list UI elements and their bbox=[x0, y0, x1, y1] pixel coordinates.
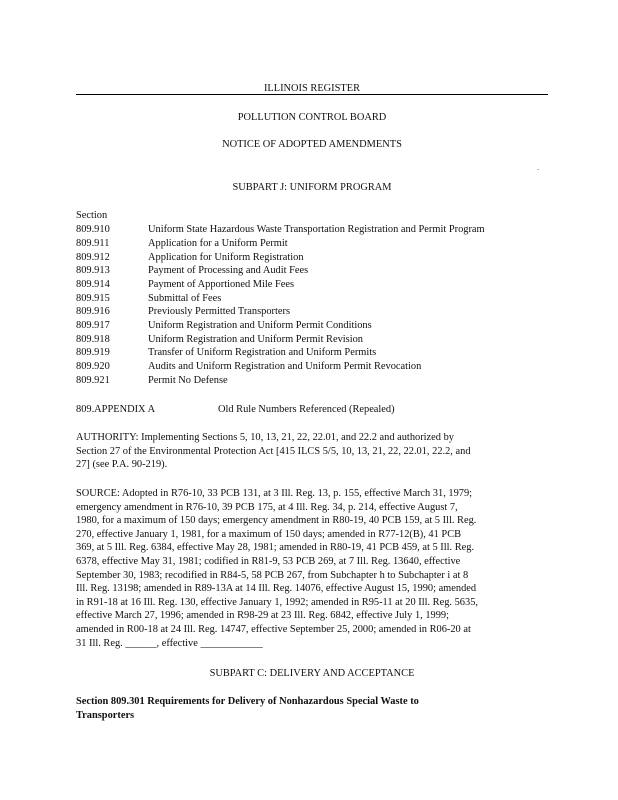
toc-section-number: 809.918 bbox=[76, 334, 110, 345]
toc-section-number: 809.920 bbox=[76, 361, 110, 372]
toc-section-number: 809.911 bbox=[76, 238, 110, 249]
authority-line: Section 27 of the Environmental Protection Act [415 ILCS 5/5, 10, 13, 21, 22, 22.01, 22.2, and bbox=[76, 445, 471, 457]
toc-section-title: Submittal of Fees bbox=[148, 293, 222, 304]
notice-title: NOTICE OF ADOPTED AMENDMENTS bbox=[222, 139, 402, 150]
subpart-j-heading: SUBPART J: UNIFORM PROGRAM bbox=[232, 182, 392, 193]
section-heading-line: Transporters bbox=[76, 709, 135, 721]
source-line: 369, at 5 Ill. Reg. 6384, effective May 28, 1981; amended in R80-19, 41 PCB 459, at 5 Ill. Reg. bbox=[76, 542, 475, 554]
toc-section-title: Application for a Uniform Permit bbox=[148, 238, 288, 249]
subpart-c-heading: SUBPART C: DELIVERY AND ACCEPTANCE bbox=[209, 668, 415, 679]
toc-section-number: 809.910 bbox=[76, 224, 110, 235]
toc-section-title: Uniform Registration and Uniform Permit Conditions bbox=[148, 320, 372, 331]
section-label: Section bbox=[76, 210, 108, 221]
toc-section-number: 809.916 bbox=[76, 306, 110, 317]
source-line: 270, effective January 1, 1981, for a maximum of 150 days; amended in R77-12(B), 41 PCB bbox=[76, 528, 462, 540]
source-line: 6378, effective May 31, 1981; codified in R81-9, 53 PCB 269, at 7 Ill. Reg. 13640, effective bbox=[76, 556, 461, 567]
header-rule bbox=[76, 94, 548, 95]
source-line: in R91-18 at 16 Ill. Reg. 130, effective January 1, 1992; amended in R95-11 at 20 Ill. Reg. 5635, bbox=[76, 596, 478, 608]
source-line: effective March 27, 1996; amended in R98-29 at 23 Ill. Reg. 6842, effective July 1, 1999; bbox=[76, 610, 450, 622]
source-line: SOURCE: Adopted in R76-10, 33 PCB 131, at 3 Ill. Reg. 13, p. 155, effective March 31, 1979; bbox=[76, 488, 473, 499]
source-line: amended in R00-18 at 24 Ill. Reg. 14747, effective September 25, 2000; amended in R06-20 at bbox=[76, 624, 471, 635]
toc-section-title: Transfer of Uniform Registration and Uniform Permits bbox=[148, 347, 377, 358]
toc-section-title: Application for Uniform Registration bbox=[148, 252, 304, 263]
source-line: 31 Ill. Reg. ______, effective ____________ bbox=[76, 637, 263, 649]
toc-section-title: Payment of Apportioned Mile Fees bbox=[148, 279, 295, 290]
source-line: 1980, for a maximum of 150 days; emergency amendment in R80-19, 40 PCB 159, at 5 Ill. Reg. bbox=[76, 515, 477, 527]
toc-section-number: 809.917 bbox=[76, 320, 110, 331]
toc-section-title: Uniform State Hazardous Waste Transportation Registration and Permit Program bbox=[148, 224, 485, 235]
register-title: ILLINOIS REGISTER bbox=[263, 83, 361, 94]
appendix-number: 809.APPENDIX A bbox=[76, 404, 156, 415]
toc-section-title: Payment of Processing and Audit Fees bbox=[148, 265, 309, 276]
source-line: September 30, 1983; recodified in R84-5, 58 PCB 267, from Subchapter h to Subchapter i at 8 bbox=[76, 569, 469, 581]
board-name: POLLUTION CONTROL BOARD bbox=[237, 112, 387, 123]
stray-mark: . bbox=[537, 163, 539, 172]
toc-section-title: Audits and Uniform Registration and Uniform Permit Revocation bbox=[148, 361, 422, 372]
source-line: emergency amendment in R76-10, 39 PCB 175, at 4 Ill. Reg. 34, p. 214, effective August 7, bbox=[76, 501, 458, 513]
authority-line: 27] (see P.A. 90-219). bbox=[76, 459, 168, 471]
appendix-title: Old Rule Numbers Referenced (Repealed) bbox=[218, 404, 395, 415]
toc-section-number: 809.921 bbox=[76, 375, 110, 386]
toc-section-number: 809.919 bbox=[76, 347, 110, 358]
toc-section-number: 809.912 bbox=[76, 252, 110, 263]
toc-section-number: 809.913 bbox=[76, 265, 110, 276]
authority-line: AUTHORITY: Implementing Sections 5, 10, 13, 21, 22, 22.01, and 22.2 and authorized by bbox=[76, 432, 454, 443]
toc-section-number: 809.914 bbox=[76, 279, 110, 290]
source-line: Ill. Reg. 13198; amended in R89-13A at 14 Ill. Reg. 14076, effective August 15, 1990; amended bbox=[76, 583, 477, 595]
toc-section-title: Uniform Registration and Uniform Permit Revision bbox=[148, 334, 364, 345]
toc-section-number: 809.915 bbox=[76, 293, 110, 304]
toc-section-title: Permit No Defense bbox=[148, 375, 228, 386]
section-heading-line: Section 809.301 Requirements for Delivery of Nonhazardous Special Waste to bbox=[76, 696, 419, 707]
toc-section-title: Previously Permitted Transporters bbox=[148, 306, 291, 317]
